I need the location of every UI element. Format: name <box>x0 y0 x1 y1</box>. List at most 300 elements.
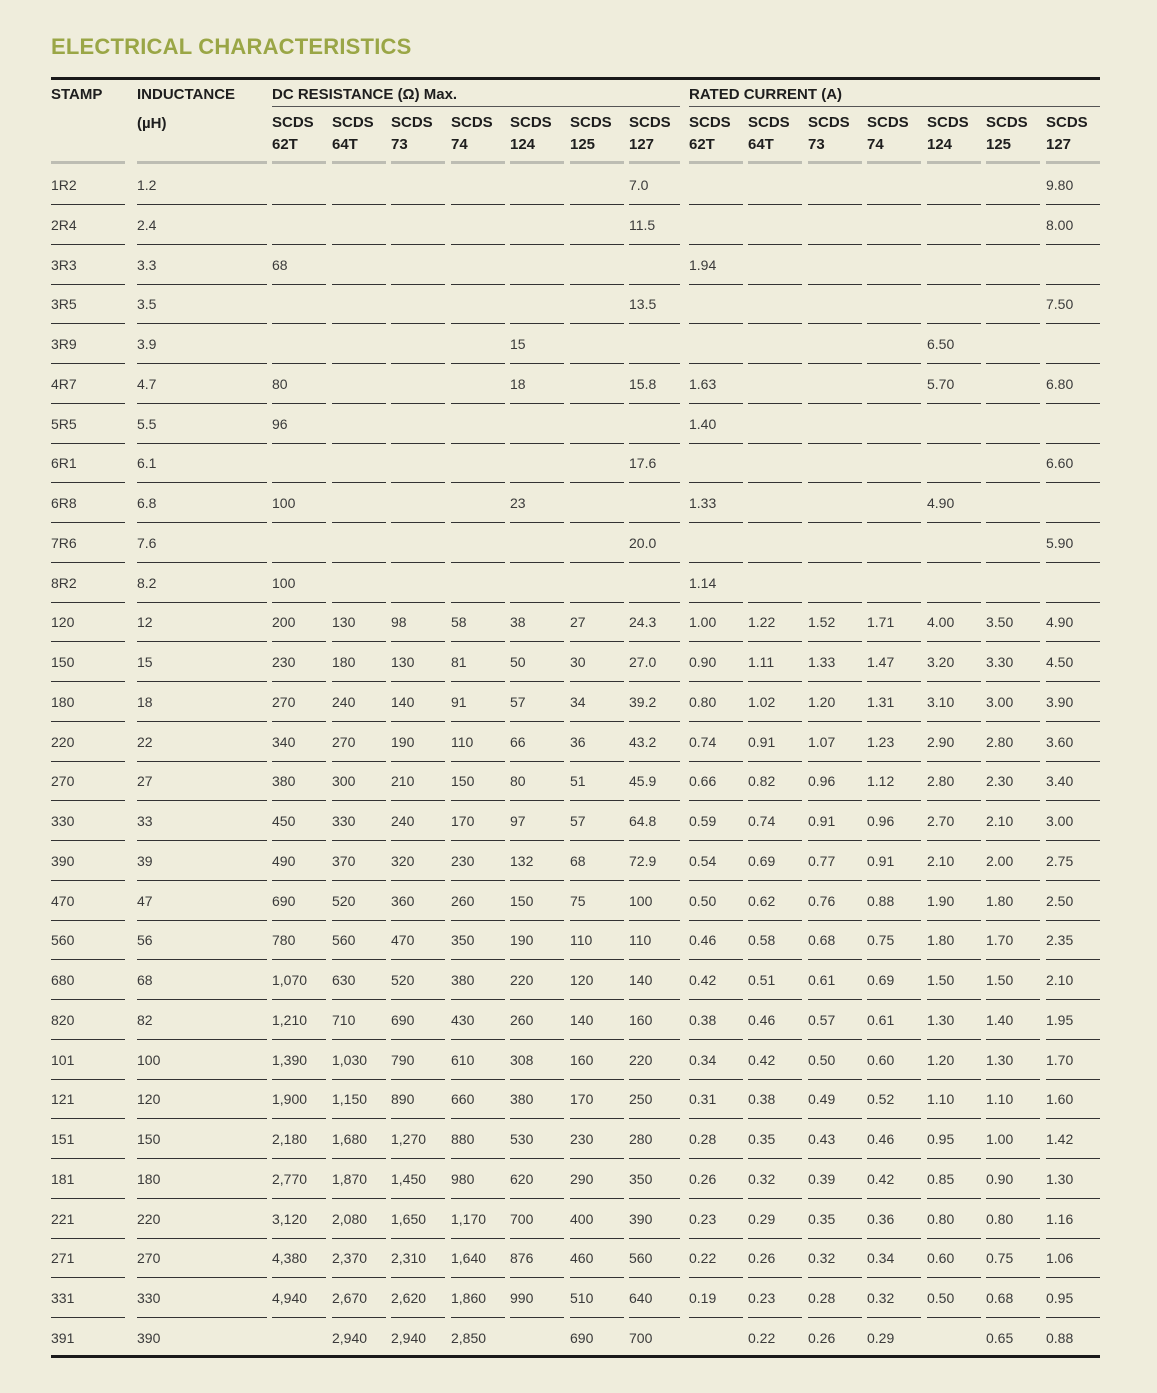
cell-inductance: 56 <box>137 932 153 949</box>
row-divider <box>1046 363 1100 364</box>
row-divider <box>272 1039 326 1040</box>
row-divider <box>137 1158 267 1159</box>
row-divider <box>629 1158 680 1159</box>
cell-rated-current: 1.30 <box>927 1011 955 1028</box>
row-divider <box>689 1317 743 1318</box>
cell-rated-current: 0.61 <box>808 972 836 988</box>
row-divider <box>332 721 386 722</box>
header-underline <box>927 161 981 164</box>
cell-inductance: 82 <box>137 1011 153 1028</box>
row-divider <box>137 562 267 563</box>
row-divider <box>137 681 267 682</box>
row-divider <box>867 1118 921 1119</box>
cell-rated-current: 1.63 <box>689 375 717 392</box>
cell-rated-current: 0.42 <box>748 1051 776 1068</box>
row-divider <box>451 641 505 642</box>
cell-inductance: 100 <box>137 1051 161 1068</box>
row-divider <box>332 761 386 762</box>
cell-dc-resistance: 1,030 <box>332 1051 368 1068</box>
row-divider <box>808 1198 862 1199</box>
row-divider <box>510 959 564 960</box>
row-divider <box>510 800 564 801</box>
row-divider <box>451 323 505 324</box>
row-divider <box>867 443 921 444</box>
row-divider <box>689 1238 743 1239</box>
cell-rated-current: 3.20 <box>927 654 955 670</box>
row-divider <box>332 244 386 245</box>
cell-dc-resistance: 710 <box>332 1011 356 1028</box>
cell-rated-current: 1.00 <box>986 1131 1014 1147</box>
row-divider <box>570 761 624 762</box>
row-divider <box>748 721 802 722</box>
cell-dc-resistance: 890 <box>391 1091 415 1108</box>
row-divider <box>867 761 921 762</box>
row-divider <box>927 562 981 563</box>
cell-rated-current: 3.90 <box>1046 693 1074 710</box>
cell-stamp: 151 <box>51 1131 75 1147</box>
cell-stamp: 181 <box>51 1170 75 1187</box>
row-divider <box>748 323 802 324</box>
cell-dc-resistance: 1,210 <box>272 1011 308 1028</box>
row-divider <box>927 602 981 603</box>
row-divider <box>748 999 802 1000</box>
row-divider <box>137 403 267 404</box>
row-divider <box>808 204 862 205</box>
row-divider <box>808 1277 862 1278</box>
cell-rated-current: 5.90 <box>1046 534 1074 551</box>
row-divider <box>986 959 1040 960</box>
header-underline <box>629 161 680 164</box>
row-divider <box>451 800 505 801</box>
row-divider <box>391 840 445 841</box>
row-divider <box>510 1039 564 1040</box>
header-current-series-prefix: SCDS <box>867 114 909 131</box>
cell-dc-resistance: 150 <box>451 773 475 790</box>
cell-dc-resistance: 1,390 <box>272 1051 308 1068</box>
row-divider <box>137 641 267 642</box>
row-divider <box>137 443 267 444</box>
header-inductance-unit: (µH) <box>137 115 167 132</box>
cell-dc-resistance: 880 <box>451 1131 475 1147</box>
row-divider <box>689 1277 743 1278</box>
cell-rated-current: 1.50 <box>927 972 955 988</box>
row-divider <box>451 443 505 444</box>
cell-dc-resistance: 260 <box>451 892 475 909</box>
cell-rated-current: 1.02 <box>748 693 776 710</box>
header-inductance: INDUCTANCE <box>137 86 236 103</box>
row-divider <box>451 403 505 404</box>
cell-dc-resistance: 13.5 <box>629 296 657 313</box>
cell-dc-resistance: 150 <box>510 892 534 909</box>
header-underline <box>867 161 921 164</box>
row-divider <box>808 800 862 801</box>
cell-rated-current: 1.95 <box>1046 1011 1074 1028</box>
row-divider <box>137 999 267 1000</box>
row-divider <box>332 1198 386 1199</box>
cell-rated-current: 3.10 <box>927 693 955 710</box>
row-divider <box>51 1118 125 1119</box>
header-current-series-prefix: SCDS <box>808 114 850 131</box>
row-divider <box>629 562 680 563</box>
row-divider <box>51 641 125 642</box>
cell-rated-current: 0.28 <box>808 1290 836 1306</box>
row-divider <box>927 840 981 841</box>
cell-dc-resistance: 290 <box>570 1170 594 1187</box>
cell-inductance: 8.2 <box>137 574 157 591</box>
row-divider <box>332 204 386 205</box>
cell-rated-current: 2.50 <box>1046 892 1074 909</box>
cell-rated-current: 0.31 <box>689 1091 717 1108</box>
row-divider <box>629 840 680 841</box>
cell-rated-current: 2.80 <box>986 733 1014 750</box>
row-divider <box>510 244 564 245</box>
cell-inductance: 120 <box>137 1091 161 1108</box>
row-divider <box>51 681 125 682</box>
cell-rated-current: 0.29 <box>867 1329 895 1346</box>
cell-dc-resistance: 160 <box>629 1011 653 1028</box>
row-divider <box>689 840 743 841</box>
cell-dc-resistance: 160 <box>570 1051 594 1068</box>
cell-dc-resistance: 1,650 <box>391 1210 427 1227</box>
cell-rated-current: 0.28 <box>689 1131 717 1147</box>
row-divider <box>808 363 862 364</box>
row-divider <box>986 761 1040 762</box>
row-divider <box>867 800 921 801</box>
cell-inductance: 3.5 <box>137 296 157 313</box>
cell-dc-resistance: 66 <box>510 733 526 750</box>
row-divider <box>808 641 862 642</box>
row-divider <box>986 443 1040 444</box>
header-current-series-prefix: SCDS <box>1046 114 1088 131</box>
cell-dc-resistance: 1,640 <box>451 1250 487 1267</box>
cell-dc-resistance: 7.0 <box>629 177 649 193</box>
row-divider <box>51 959 125 960</box>
cell-rated-current: 9.80 <box>1046 177 1074 193</box>
dc-resistance-group-rule <box>272 106 680 107</box>
row-divider <box>137 1238 267 1239</box>
row-divider <box>451 959 505 960</box>
row-divider <box>808 721 862 722</box>
row-divider <box>272 840 326 841</box>
cell-inductance: 270 <box>137 1250 161 1267</box>
cell-rated-current: 0.77 <box>808 852 836 869</box>
row-divider <box>570 602 624 603</box>
row-divider <box>272 1158 326 1159</box>
cell-dc-resistance: 1,450 <box>391 1170 427 1187</box>
cell-stamp: 101 <box>51 1051 75 1068</box>
row-divider <box>51 721 125 722</box>
cell-rated-current: 1.60 <box>1046 1091 1074 1108</box>
cell-dc-resistance: 18 <box>510 375 526 392</box>
cell-rated-current: 3.40 <box>1046 773 1074 790</box>
row-divider <box>51 244 125 245</box>
row-divider <box>927 641 981 642</box>
row-divider <box>927 482 981 483</box>
row-divider <box>332 800 386 801</box>
header-dcr-series-model: 124 <box>510 136 536 153</box>
row-divider <box>391 761 445 762</box>
cell-rated-current: 0.60 <box>927 1250 955 1267</box>
rated-current-group-rule <box>689 106 1100 107</box>
row-divider <box>629 920 680 921</box>
row-divider <box>451 204 505 205</box>
row-divider <box>391 1317 445 1318</box>
cell-dc-resistance: 560 <box>332 932 356 949</box>
row-divider <box>570 244 624 245</box>
row-divider <box>629 323 680 324</box>
row-divider <box>570 1198 624 1199</box>
row-divider <box>451 999 505 1000</box>
row-divider <box>1046 482 1100 483</box>
row-divider <box>391 482 445 483</box>
row-divider <box>748 1158 802 1159</box>
table-top-rule <box>51 77 1100 80</box>
row-divider <box>748 840 802 841</box>
cell-rated-current: 0.19 <box>689 1290 717 1306</box>
cell-inductance: 150 <box>137 1131 161 1147</box>
row-divider <box>1046 681 1100 682</box>
cell-rated-current: 2.30 <box>986 773 1014 790</box>
row-divider <box>272 204 326 205</box>
row-divider <box>391 959 445 960</box>
row-divider <box>451 1039 505 1040</box>
cell-rated-current: 0.22 <box>748 1329 776 1346</box>
row-divider <box>137 1277 267 1278</box>
cell-dc-resistance: 11.5 <box>629 216 656 233</box>
cell-dc-resistance: 430 <box>451 1011 475 1028</box>
cell-dc-resistance: 380 <box>451 972 475 988</box>
cell-rated-current: 0.32 <box>748 1170 776 1187</box>
row-divider <box>1046 959 1100 960</box>
cell-dc-resistance: 1,070 <box>272 972 308 988</box>
row-divider <box>867 681 921 682</box>
cell-dc-resistance: 50 <box>510 654 526 670</box>
row-divider <box>629 244 680 245</box>
row-divider <box>451 602 505 603</box>
cell-rated-current: 0.35 <box>748 1131 776 1147</box>
row-divider <box>748 681 802 682</box>
cell-dc-resistance: 75 <box>570 892 586 909</box>
cell-dc-resistance: 57 <box>570 813 586 829</box>
row-divider <box>272 1277 326 1278</box>
row-divider <box>986 482 1040 483</box>
cell-inductance: 18 <box>137 693 153 710</box>
row-divider <box>332 840 386 841</box>
row-divider <box>510 681 564 682</box>
cell-dc-resistance: 370 <box>332 852 356 869</box>
row-divider <box>272 323 326 324</box>
row-divider <box>748 363 802 364</box>
cell-rated-current: 0.42 <box>689 972 717 988</box>
cell-stamp: 1R2 <box>51 177 77 193</box>
row-divider <box>748 959 802 960</box>
cell-dc-resistance: 132 <box>510 852 534 869</box>
cell-inductance: 220 <box>137 1210 161 1227</box>
row-divider <box>986 1317 1040 1318</box>
row-divider <box>391 1118 445 1119</box>
row-divider <box>272 363 326 364</box>
row-divider <box>748 1198 802 1199</box>
row-divider <box>570 284 624 285</box>
cell-rated-current: 0.23 <box>748 1290 776 1306</box>
cell-dc-resistance: 43.2 <box>629 733 657 750</box>
row-divider <box>137 1079 267 1080</box>
cell-rated-current: 0.96 <box>808 773 836 790</box>
header-dcr-series-model: 73 <box>391 136 408 153</box>
row-divider <box>570 204 624 205</box>
cell-rated-current: 0.82 <box>748 773 776 790</box>
row-divider <box>451 1118 505 1119</box>
row-divider <box>808 1039 862 1040</box>
row-divider <box>986 800 1040 801</box>
row-divider <box>1046 999 1100 1000</box>
cell-rated-current: 0.91 <box>808 813 836 829</box>
cell-inductance: 47 <box>137 892 153 909</box>
row-divider <box>391 920 445 921</box>
row-divider <box>332 1079 386 1080</box>
row-divider <box>927 1238 981 1239</box>
row-divider <box>332 681 386 682</box>
cell-stamp: 4R7 <box>51 375 77 392</box>
cell-dc-resistance: 790 <box>391 1051 415 1068</box>
header-dcr-series-prefix: SCDS <box>629 114 671 131</box>
row-divider <box>689 800 743 801</box>
row-divider <box>629 1039 680 1040</box>
cell-dc-resistance: 1,870 <box>332 1170 368 1187</box>
row-divider <box>510 880 564 881</box>
row-divider <box>867 1158 921 1159</box>
cell-dc-resistance: 120 <box>570 972 594 988</box>
row-divider <box>272 800 326 801</box>
header-current-series-prefix: SCDS <box>986 114 1028 131</box>
row-divider <box>570 959 624 960</box>
header-current-series-prefix: SCDS <box>748 114 790 131</box>
row-divider <box>451 920 505 921</box>
row-divider <box>927 721 981 722</box>
cell-rated-current: 0.60 <box>867 1051 895 1068</box>
row-divider <box>629 1317 680 1318</box>
cell-dc-resistance: 270 <box>272 693 296 710</box>
row-divider <box>808 1118 862 1119</box>
row-divider <box>137 920 267 921</box>
cell-stamp: 6R8 <box>51 495 77 511</box>
row-divider <box>927 323 981 324</box>
cell-rated-current: 0.75 <box>986 1250 1014 1267</box>
row-divider <box>451 1158 505 1159</box>
row-divider <box>272 1317 326 1318</box>
row-divider <box>510 1118 564 1119</box>
cell-dc-resistance: 80 <box>510 773 526 790</box>
cell-rated-current: 0.43 <box>808 1131 836 1147</box>
row-divider <box>689 323 743 324</box>
row-divider <box>629 761 680 762</box>
cell-rated-current: 0.54 <box>689 852 717 869</box>
cell-inductance: 27 <box>137 773 153 790</box>
cell-stamp: 390 <box>51 852 75 869</box>
header-dcr-series-prefix: SCDS <box>391 114 433 131</box>
row-divider <box>986 681 1040 682</box>
row-divider <box>808 602 862 603</box>
cell-rated-current: 0.80 <box>986 1210 1014 1227</box>
row-divider <box>137 204 267 205</box>
row-divider <box>1046 522 1100 523</box>
cell-rated-current: 0.69 <box>867 972 895 988</box>
row-divider <box>391 721 445 722</box>
cell-inductance: 39 <box>137 852 153 869</box>
row-divider <box>510 482 564 483</box>
cell-rated-current: 0.88 <box>867 892 895 909</box>
cell-dc-resistance: 30 <box>570 654 586 670</box>
cell-rated-current: 0.59 <box>689 813 717 829</box>
row-divider <box>391 204 445 205</box>
header-underline <box>986 161 1040 164</box>
cell-rated-current: 1.16 <box>1046 1210 1074 1227</box>
row-divider <box>137 244 267 245</box>
cell-dc-resistance: 81 <box>451 654 467 670</box>
row-divider <box>867 840 921 841</box>
row-divider <box>808 244 862 245</box>
row-divider <box>1046 920 1100 921</box>
row-divider <box>391 562 445 563</box>
cell-rated-current: 2.00 <box>986 852 1014 869</box>
row-divider <box>51 761 125 762</box>
cell-rated-current: 0.32 <box>808 1250 836 1267</box>
cell-dc-resistance: 80 <box>272 375 288 392</box>
row-divider <box>1046 443 1100 444</box>
cell-stamp: 3R5 <box>51 296 77 313</box>
cell-rated-current: 1.07 <box>808 733 836 750</box>
row-divider <box>510 522 564 523</box>
cell-rated-current: 0.74 <box>748 813 776 829</box>
row-divider <box>391 284 445 285</box>
row-divider <box>510 602 564 603</box>
row-divider <box>748 482 802 483</box>
row-divider <box>1046 1118 1100 1119</box>
row-divider <box>689 204 743 205</box>
cell-rated-current: 6.60 <box>1046 455 1074 472</box>
row-divider <box>137 959 267 960</box>
cell-dc-resistance: 640 <box>629 1290 653 1306</box>
row-divider <box>510 1277 564 1278</box>
row-divider <box>51 920 125 921</box>
cell-rated-current: 0.42 <box>867 1170 895 1187</box>
row-divider <box>570 1118 624 1119</box>
row-divider <box>748 522 802 523</box>
row-divider <box>927 1039 981 1040</box>
cell-dc-resistance: 340 <box>272 733 296 750</box>
row-divider <box>1046 1079 1100 1080</box>
cell-dc-resistance: 15.8 <box>629 375 657 392</box>
row-divider <box>808 443 862 444</box>
row-divider <box>1046 1198 1100 1199</box>
row-divider <box>51 1238 125 1239</box>
cell-dc-resistance: 690 <box>570 1329 594 1346</box>
row-divider <box>51 562 125 563</box>
cell-rated-current: 1.70 <box>1046 1051 1074 1068</box>
row-divider <box>272 999 326 1000</box>
cell-rated-current: 3.30 <box>986 654 1014 670</box>
cell-stamp: 7R6 <box>51 534 77 551</box>
row-divider <box>867 1198 921 1199</box>
row-divider <box>867 641 921 642</box>
row-divider <box>689 284 743 285</box>
cell-dc-resistance: 350 <box>629 1170 653 1187</box>
cell-dc-resistance: 110 <box>451 733 474 750</box>
row-divider <box>51 999 125 1000</box>
cell-rated-current: 0.58 <box>748 932 776 949</box>
row-divider <box>689 562 743 563</box>
row-divider <box>927 1158 981 1159</box>
